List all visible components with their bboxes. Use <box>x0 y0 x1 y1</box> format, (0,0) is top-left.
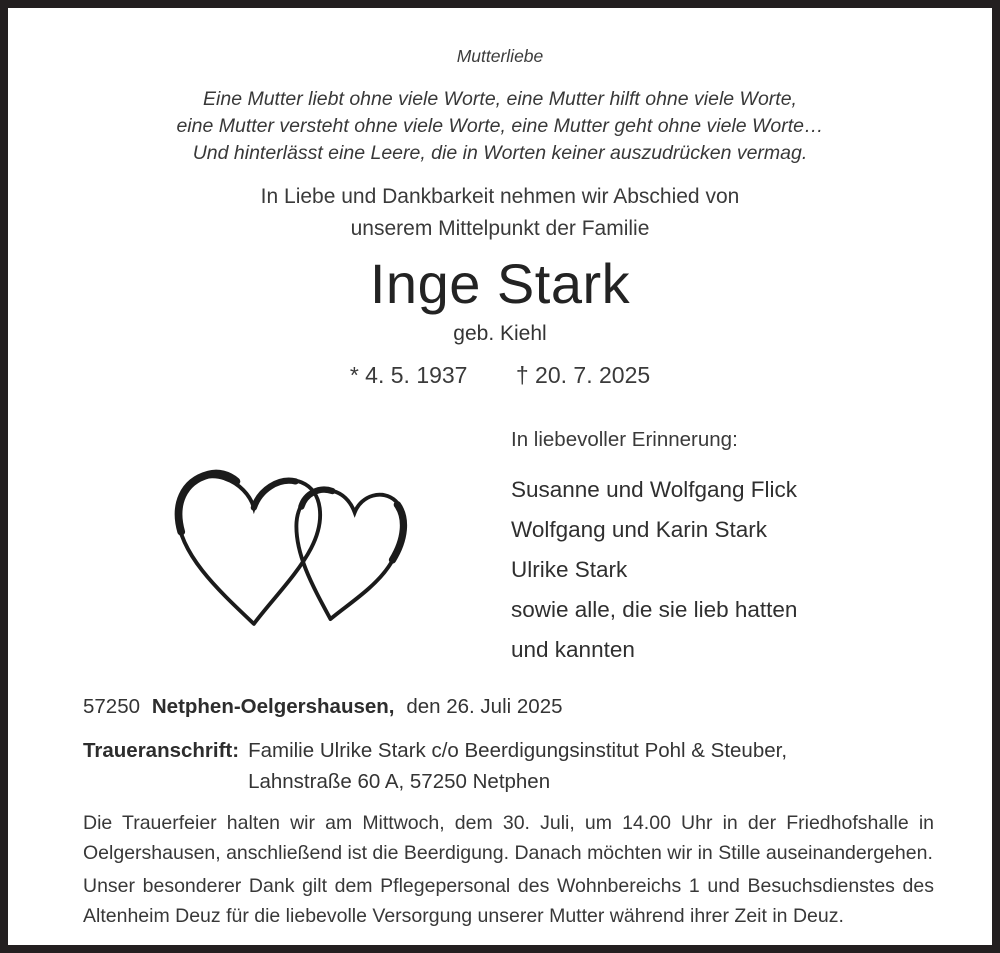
mourning-address-lines <box>248 735 787 797</box>
place-dateline <box>83 695 563 719</box>
verse-line: Eine Mutter liebt ohne viele Worte, eine Mutter hilft ohne viele Worte, <box>203 88 797 110</box>
zip-code: 57250 <box>83 695 141 718</box>
mourner-line: und kannten <box>511 637 635 662</box>
mourner-line: Susanne und Wolfgang Flick <box>511 477 798 502</box>
maiden-name: geb. Kiehl <box>453 322 547 345</box>
deceased-name: Inge Stark <box>369 252 631 315</box>
mourning-address <box>83 735 787 797</box>
two-hearts-icon <box>156 446 408 636</box>
intro-line: In Liebe und Dankbarkeit nehmen wir Abschied von <box>260 185 740 208</box>
mourner-line: Ulrike Stark <box>511 557 628 582</box>
place-name: Netphen-Oelgershausen, <box>151 695 395 718</box>
mourning-address-label: Traueranschrift: <box>83 739 240 762</box>
farewell-intro <box>8 181 992 245</box>
memorial-verse <box>8 86 992 167</box>
mourner-line: Wolfgang und Karin Stark <box>511 517 767 542</box>
address-line: Familie Ulrike Stark c/o Beerdigungsinstitut Pohl & Steuber, <box>248 739 788 762</box>
memorial-heading: In liebevoller Erinnerung: <box>511 428 738 451</box>
verse-line: eine Mutter versteht ohne viele Worte, eine Mutter geht ohne viele Worte… <box>176 115 824 137</box>
funeral-info-paragraph: Die Trauerfeier halten wir am Mittwoch, dem 30. Juli, um 14.00 Uhr in der Friedhofshalle in Oelgershausen, anschließend ist die Beerdigung. Danach möchten wir in Stille auseinandergehen. <box>83 812 934 864</box>
thanks-paragraph: Unser besonderer Dank gilt dem Pflegepersonal des Wohnbereichs 1 und Besuchsdienstes des Altenheim Deuz für die liebevolle Versorgung unserer Mutter während ihrer Zeit in Deuz. <box>83 875 934 927</box>
intro-line: unserem Mittelpunkt der Familie <box>350 217 650 240</box>
address-line: Lahnstraße 60 A, 57250 Netphen <box>248 770 551 793</box>
notice-date: den 26. Juli 2025 <box>406 695 563 718</box>
birth-date: * 4. 5. 1937 <box>349 362 468 388</box>
epigraph-title: Mutterliebe <box>456 46 544 66</box>
mourner-line: sowie alle, die sie lieb hatten <box>511 597 798 622</box>
life-dates <box>8 362 992 389</box>
verse-line: Und hinterlässt eine Leere, die in Worten keiner auszudrücken vermag. <box>192 142 808 164</box>
death-date: † 20. 7. 2025 <box>515 362 651 388</box>
memorial-block <box>511 428 797 670</box>
